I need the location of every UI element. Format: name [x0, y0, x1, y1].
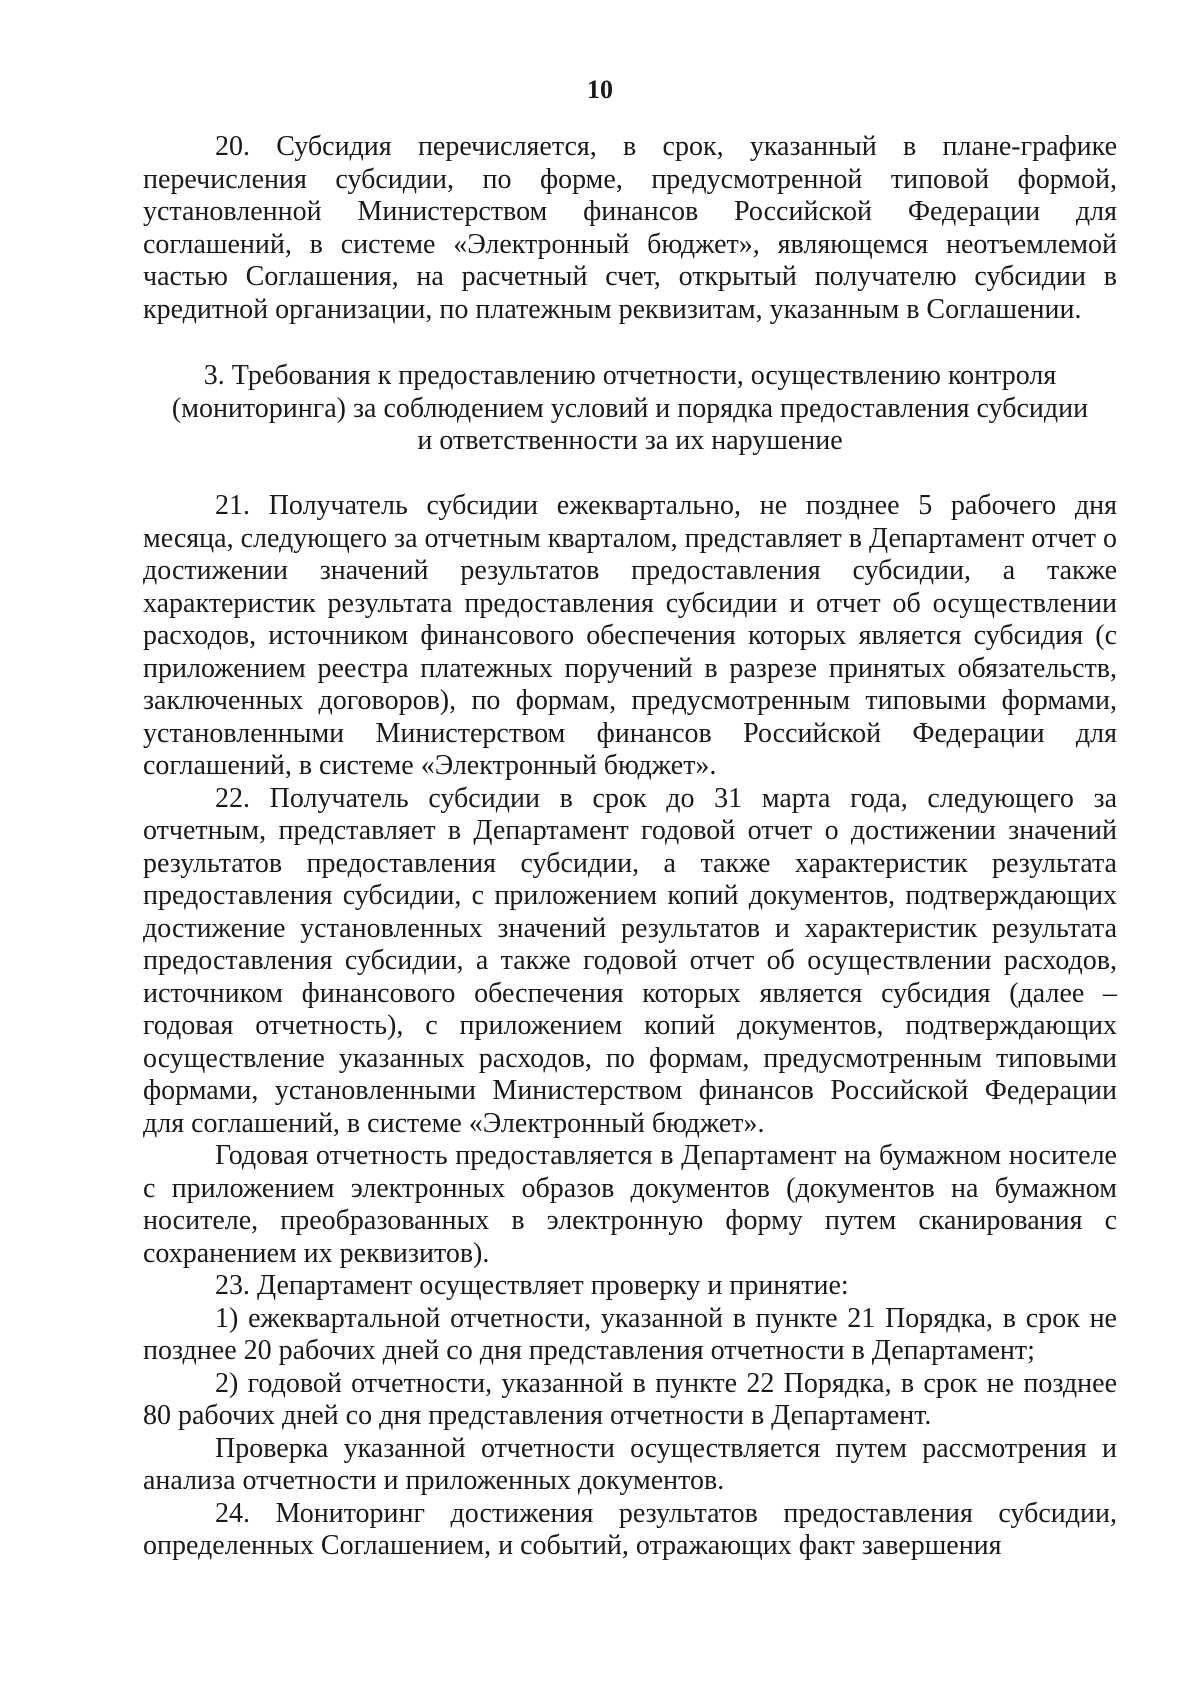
paragraph-annual-reporting: Годовая отчетность предоставляется в Департамент на бумажном носителе с приложением электронных образов документов (документов на бумажном носителе, преобразованных в электронную форму путем сканирования с сохранением их реквизитов). [143, 1140, 1117, 1269]
section-heading-line: (мониторинга) за соблюдением условий и порядка предоставления субсидии [171, 392, 1089, 424]
paragraph-24: 24. Мониторинг достижения результатов предоставления субсидии, определенных Соглашением, и событий, отражающих факт завершения [143, 1497, 1117, 1561]
paragraph-20: 20. Субсидия перечисляется, в срок, указанный в плане-графике перечисления субсидии, по форме, предусмотренной типовой формой, установленной Министерством финансов Российской Федерации для соглашений, в системе «Электронный бюджет», являющемся неотъемлемой частью Соглашения, на расчетный счет, открытый получателю субсидии в кредитной организации, по платежным реквизитам, указанным в Соглашении. [143, 131, 1117, 325]
paragraph-verification: Проверка указанной отчетности осуществляется путем рассмотрения и анализа отчетности и приложенных документов. [143, 1432, 1117, 1496]
paragraph-23-item-1: 1) ежеквартальной отчетности, указанной в пункте 21 Порядка, в срок не позднее 20 рабочих дней со дня представления отчетности в Департамент; [143, 1302, 1117, 1366]
page-number: 10 [587, 75, 613, 104]
document-body-top [143, 131, 1117, 326]
section-heading-line: 3. Требования к предоставлению отчетности, осуществлению контроля [203, 360, 1057, 391]
paragraph-21: 21. Получатель субсидии ежеквартально, не позднее 5 рабочего дня месяца, следующего за отчетным кварталом, представляет в Департамент отчет о достижении значений результатов предоставления субсидии, а также характеристик результата предоставления субсидии и отчет об осуществлении расходов, источником финансового обеспечения которых является субсидия (с приложением реестра платежных поручений в разрезе принятых обязательств, заключенных договоров), по формам, предусмотренным типовыми формами, установленными Министерством финансов Российской Федерации для соглашений, в системе «Электронный бюджет». [143, 490, 1117, 781]
section-heading-line: и ответственности за их нарушение [417, 425, 843, 456]
section-heading [143, 360, 1117, 458]
paragraph-23: 23. Департамент осуществляет проверку и принятие: [215, 1270, 849, 1301]
document-body-main [143, 490, 1117, 1563]
paragraph-22: 22. Получатель субсидии в срок до 31 марта года, следующего за отчетным, представляет в Департамент годовой отчет о достижении значений результатов предоставления субсидии, а также характеристик результата предоставления субсидии, с приложением копий документов, подтверждающих достижение установленных значений результатов и характеристик результата предоставления субсидии, а также годовой отчет об осуществлении расходов, источником финансового обеспечения которых является субсидия (далее – годовая отчетность), с приложением копий документов, подтверждающих осуществление указанных расходов, по формам, предусмотренным типовыми формами, установленными Министерством финансов Российской Федерации для соглашений, в системе «Электронный бюджет». [143, 782, 1117, 1139]
paragraph-23-item-2: 2) годовой отчетности, указанной в пункте 22 Порядка, в срок не позднее 80 рабочих дней со дня представления отчетности в Департамент. [143, 1367, 1117, 1431]
